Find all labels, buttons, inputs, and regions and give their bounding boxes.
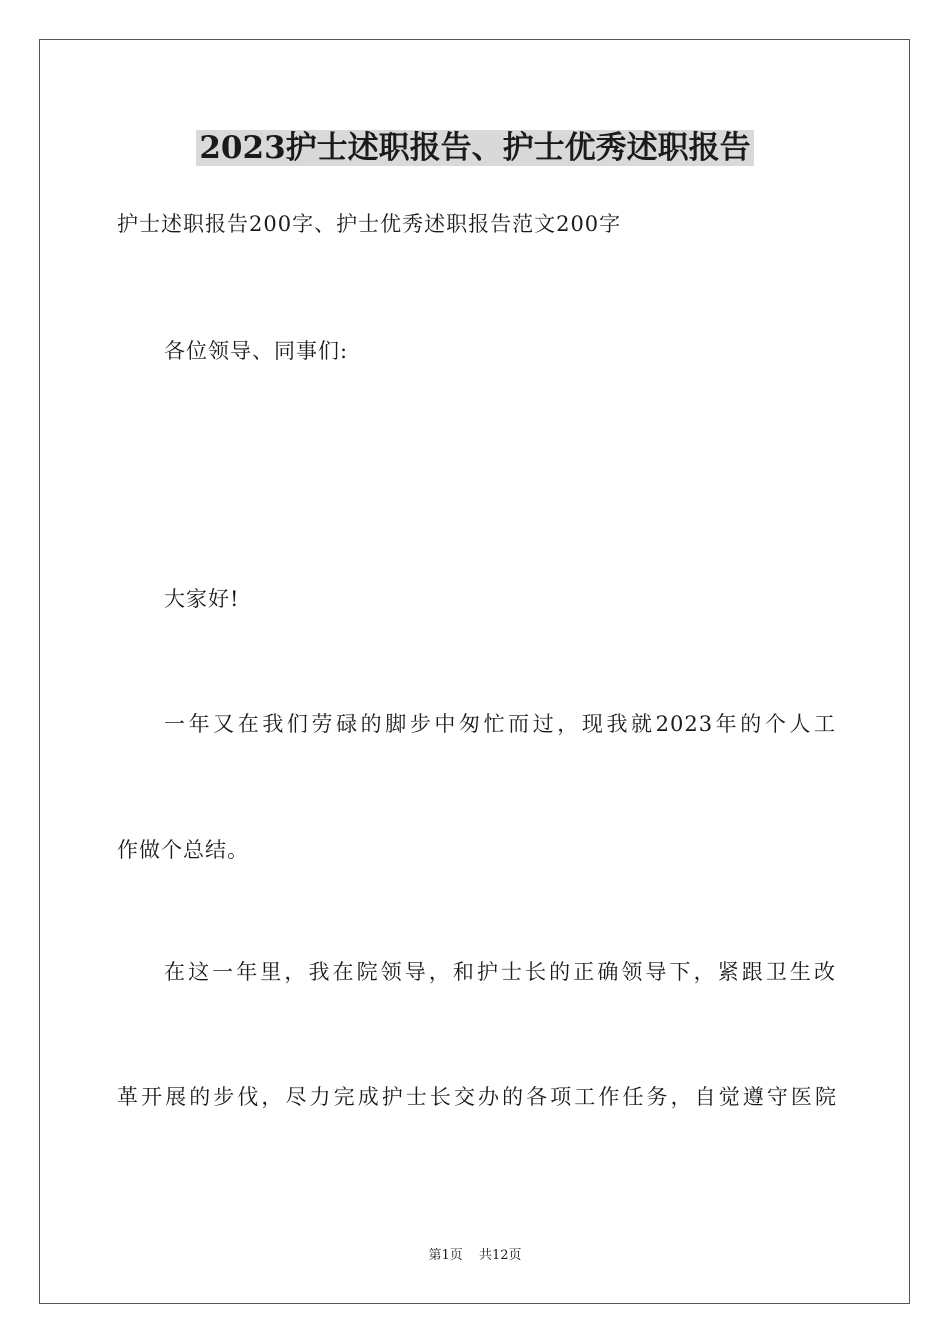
body-line-4: 革开展的步伐，尽力完成护士长交办的各项工作任务，自觉遵守医院 bbox=[117, 1085, 837, 1109]
salutation-line: 各位领导、同事们: bbox=[164, 339, 349, 363]
page-number: 第1页 bbox=[428, 1248, 463, 1263]
document-title bbox=[0, 128, 950, 168]
document-subtitle: 护士述职报告200字、护士优秀述职报告范文200字 bbox=[117, 212, 622, 236]
body-line-2: 作做个总结。 bbox=[117, 838, 249, 862]
document-title-text: 2023护士述职报告、护士优秀述职报告 bbox=[196, 130, 753, 166]
body-line-3: 在这一年里，我在院领导，和护士长的正确领导下，紧跟卫生改 bbox=[164, 960, 836, 984]
page-footer bbox=[0, 1247, 950, 1265]
body-line-1: 一年又在我们劳碌的脚步中匆忙而过，现我就2023年的个人工 bbox=[164, 712, 836, 736]
page-total: 共12页 bbox=[478, 1248, 522, 1263]
greeting-line: 大家好! bbox=[164, 587, 240, 611]
